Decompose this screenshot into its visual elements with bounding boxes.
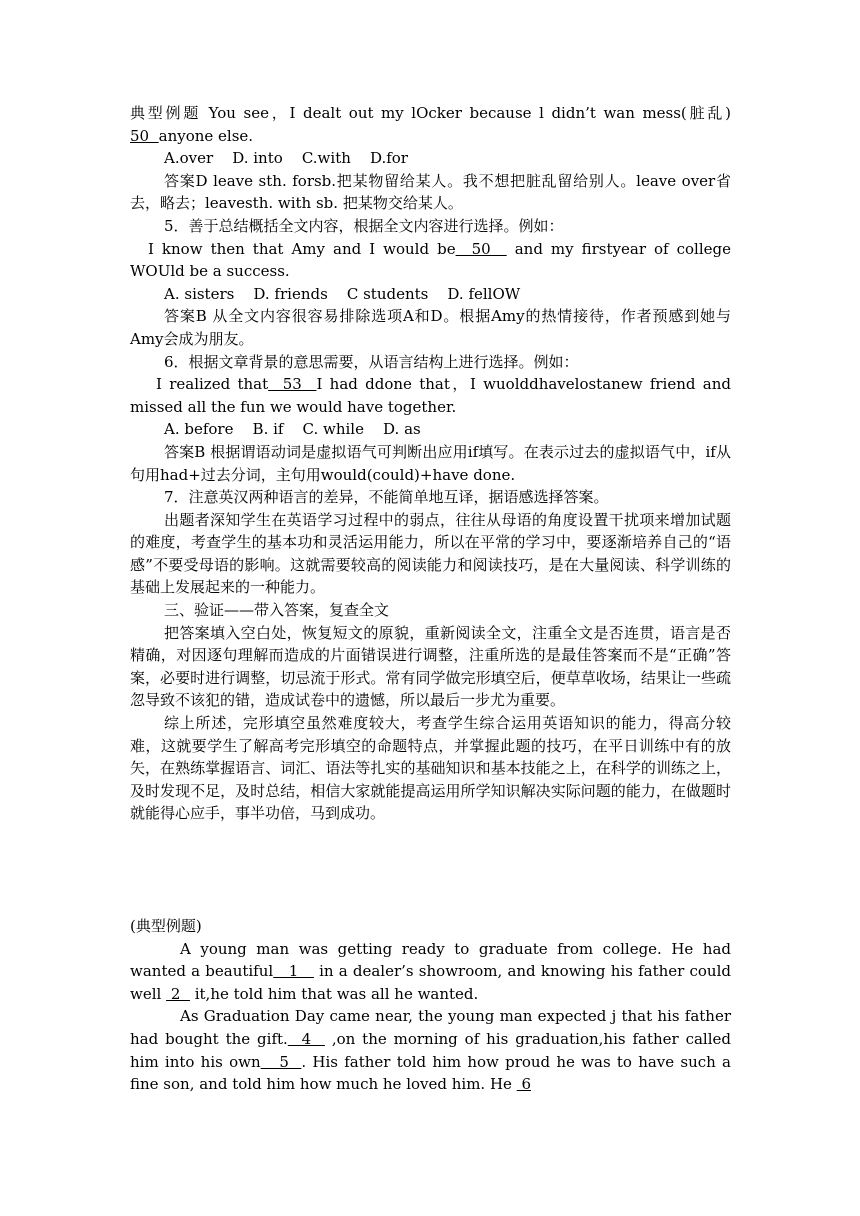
rule-5-heading: 5．善于总结概括全文内容，根据全文内容进行选择。例如：	[164, 216, 564, 235]
example-5-options: A. sisters D. friends C students D. fellOW	[164, 284, 521, 303]
rule-6-heading: 6．根据文章背景的意思需要，从语言结构上进行选择。例如：	[164, 352, 579, 371]
paragraph: 把答案填入空白处，恢复短文的原貌，重新阅读全文，注重全文是否连贯，语言是否精确，对因逐句理解而造成的片面错误进行调整，注重所选的是最佳答案而不是“正确”答案，必要时进行调整，切忌流于形式。常有同学做完形填空后，便草草收场，结果让一些疏忽导致不该犯的错，造成试卷中的遗憾，所以最后一步尤为重要。	[130, 623, 731, 710]
blank: 5	[260, 1052, 302, 1071]
example-2-label: (典型例题)	[130, 917, 202, 935]
example-5-answer: 答案B 从全文内容很容易排除选项A和D。根据Amy的热情接待，作者预感到她与 Amy会成为朋友。	[130, 307, 731, 348]
blank: 1	[273, 962, 314, 981]
passage-paragraph-1: A young man was getting ready to graduate from college. He had wanted a beautiful 1 in a dealer’s showroom, and knowing his father could well 2 it,he told him that was all he wanted.	[130, 939, 731, 1003]
example-5-question: I know then that Amy and I would be 50 and my firstyear of college WOUld be a success.	[130, 239, 731, 281]
example-6-question: I realized that 53 I had ddone that，I wuolddhavelostanew friend and missed all the fun we would have together.	[130, 375, 731, 416]
blank: 2	[166, 984, 190, 1003]
example-1-question: 典型例题 You see，I dealt out my lOcker because l didn’t wan mess(脏乱) 50 anyone else.	[130, 104, 731, 145]
document-page	[130, 102, 731, 1096]
blank: 50	[455, 239, 507, 258]
rule-7-heading: 7．注意英汉两种语言的差异，不能简单地互译，据语感选择答案。	[164, 488, 609, 507]
blank: 6	[516, 1075, 532, 1094]
example-6-options: A. before B. if C. while D. as	[164, 420, 421, 439]
paragraph: 出题者深知学生在英语学习过程中的弱点，往往从母语的角度设置干扰项来增加试题的难度，考查学生的基本功和灵活运用能力，所以在平常的学习中，要逐渐培养自己的“语感”不要受母语的影响。这就需要较高的阅读能力和阅读技巧，是在大量阅读、科学训练的基础上发展起来的一种能力。	[130, 510, 731, 597]
blank: 4	[287, 1029, 325, 1048]
example-1-options: A.over D. into C.with D.for	[164, 149, 408, 168]
example-1-answer: 答案D leave sth. forsb.把某物留给某人。我不想把脏乱留给别人。leave over省去，略去；leavesth. with sb. 把某物交给某人。	[130, 171, 731, 213]
example-label: 典型例题	[130, 104, 202, 122]
blank: 53	[268, 375, 317, 394]
section-heading: 三、验证——带入答案，复查全文	[164, 601, 390, 620]
spacer	[130, 825, 731, 915]
paragraph: 综上所述，完形填空虽然难度较大，考查学生综合运用英语知识的能力，得高分较难，这就要学生了解高考完形填空的命题特点，并掌握此题的技巧，在平日训练中有的放矢，在熟练掌握语言、词汇、语法等扎实的基础知识和基本技能之上，在科学的训练之上，及时发现不足，及时总结，相信大家就能提高运用所学知识解决实际问题的能力，在做题时就能得心应手，事半功倍，马到成功。	[130, 714, 731, 823]
blank: 50	[130, 126, 159, 145]
example-6-answer: 答案B 根据谓语动词是虚拟语气可判断出应用if填写。在表示过去的虚拟语气中，if从句用had+过去分词，主句用would(could)+have done.	[130, 442, 731, 484]
passage-paragraph-2: As Graduation Day came near, the young man expected j that his father had bought the gift. 4 ,on the morning of his graduation,his father called him into his own 5 . His father told him how proud he was to have such a fine son, and told him how much he loved him. He 6	[130, 1007, 732, 1094]
